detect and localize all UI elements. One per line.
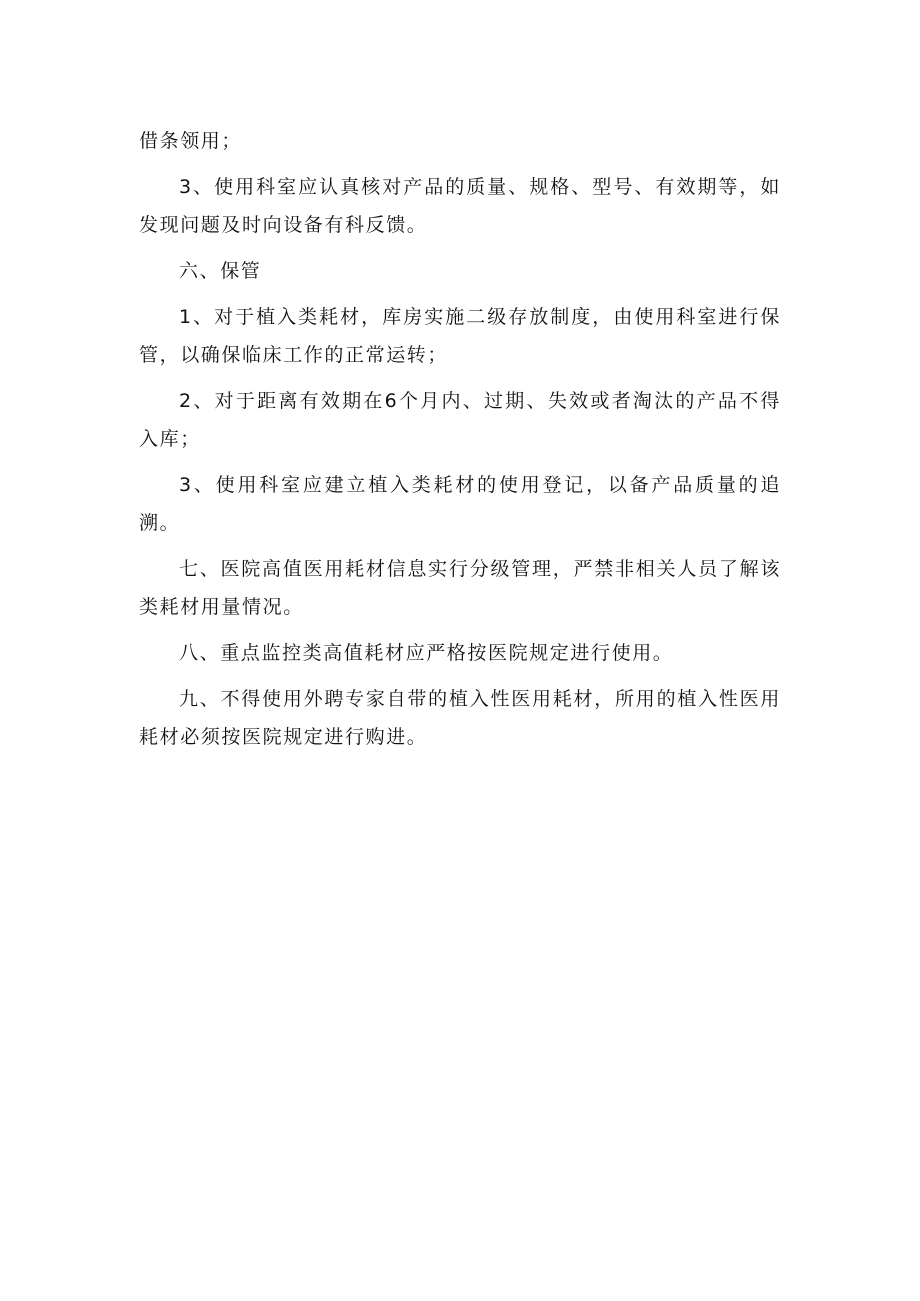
paragraph-continuation: 借条领用； (139, 130, 243, 152)
section-nine-procurement: 九、不得使用外聘专家自带的植入性医用耗材，所用的植入性医用耗材必须按医院规定进行购进。 (139, 688, 781, 748)
paragraph-item-1-storage: 1、对于植入类耗材，库房实施二级存放制度，由使用科室进行保管，以确保临床工作的正常运转； (139, 306, 781, 366)
section-seven-info-management: 七、医院高值医用耗材信息实行分级管理，严禁非相关人员了解该类耗材用量情况。 (139, 558, 781, 618)
document-body (139, 122, 781, 756)
section-heading-storage: 六、保管 (179, 260, 262, 282)
paragraph-item-3-verify: 3、使用科室应认真核对产品的质量、规格、型号、有效期等，如发现问题及时向设备有科反馈。 (139, 176, 781, 236)
paragraph-item-3-registration: 3、使用科室应建立植入类耗材的使用登记，以备产品质量的追溯。 (139, 474, 781, 534)
section-eight-monitoring: 八、重点监控类高值耗材应严格按医院规定进行使用。 (179, 642, 674, 664)
paragraph-item-2-expiry: 2、对于距离有效期在6个月内、过期、失效或者淘汰的产品不得入库； (139, 390, 781, 450)
